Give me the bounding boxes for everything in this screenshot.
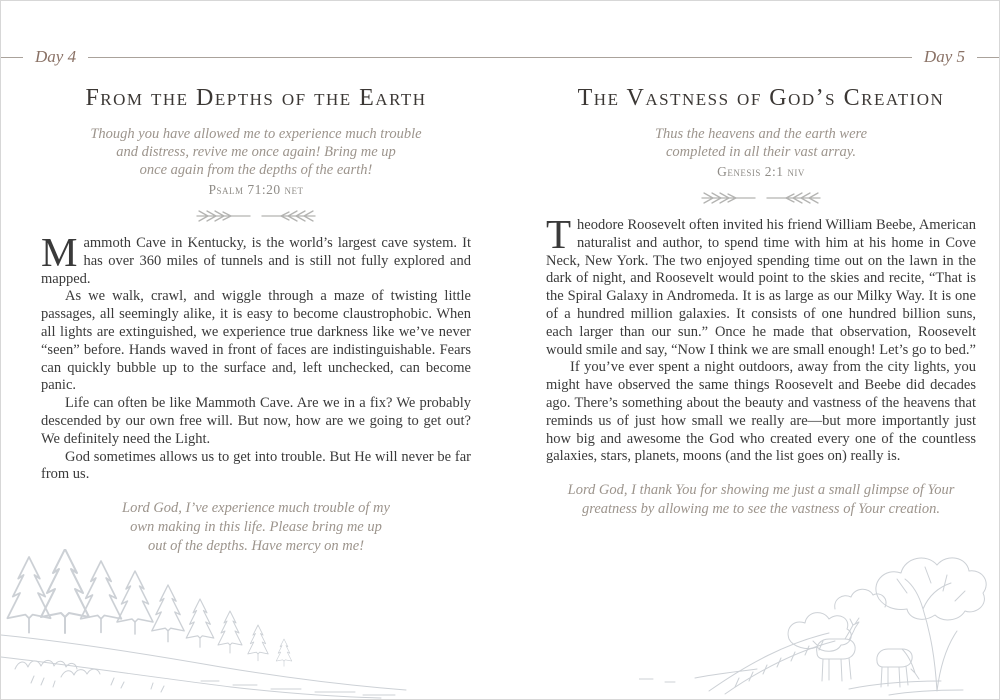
paragraph-opening	[546, 211, 976, 359]
forest-shore-sketch-illustration	[1, 549, 421, 699]
day-label-left: Day 4	[35, 47, 77, 66]
left-scripture-reference: Psalm 71:20 net	[208, 182, 304, 197]
laurel-divider-icon	[700, 190, 822, 206]
prayer-line: Lord God, I thank You for showing me just a small glimpse of Your	[567, 482, 955, 499]
header-rule-left	[1, 57, 23, 58]
prayer-line: Lord God, I’ve experience much trouble of my	[122, 500, 390, 517]
right-page-column	[546, 85, 976, 519]
deer-meadow-sketch-illustration	[639, 539, 999, 699]
scripture-line: and distress, revive me once again! Bring me up	[116, 144, 396, 160]
dropcap-letter: T	[546, 211, 572, 257]
prayer-line: greatness by allowing me to see the vastness of Your creation.	[581, 501, 941, 518]
laurel-divider-icon	[195, 208, 317, 224]
right-scripture-quote	[546, 125, 976, 161]
paragraph: Life can often be like Mammoth Cave. Are we in a fix? We probably descended by our own free will. But now, how are we going to get out? We definitely need the Light.	[41, 395, 471, 447]
paragraph-text: heodore Roosevelt often invited his friend William Beebe, American naturalist and author, to spend time with him at his home in Cove Neck, New York. The two enjoyed spending time out on the lawn in the dark of night, and Roosevelt would point to the skies and recite, “That is the Spiral Galaxy in Andromeda. It is as large as our Milky Way. It is one of a hundred million galaxies. It consists of one hundred billion suns, each larger than our sun.” Once he made that observation, Roosevelt would smile and say, “Now I think we are small enough! Let’s go to bed.”	[546, 217, 976, 358]
left-page-title: From the Depths of the Earth	[85, 85, 427, 111]
left-prayer	[41, 499, 471, 556]
scripture-line: Thus the heavens and the earth were	[654, 126, 868, 142]
right-body-text	[546, 211, 976, 466]
prayer-line: own making in this life. Please bring me up	[130, 519, 382, 536]
header-rule-center	[88, 57, 912, 58]
scripture-line: Though you have allowed me to experience much trouble	[90, 126, 422, 142]
paragraph-opening	[41, 229, 471, 288]
paragraph: If you’ve ever spent a night outdoors, away from the city lights, you might have observed the same things Roosevelt and Beebe did decades ago. There’s something about the beauty and vastness of the heavens that reminds us of just how small we really are—but more importantly just how big and awesome the God who created every one of the countless galaxies, stars, planets, moons (and the list goes on) really is.	[546, 359, 976, 465]
scripture-line: once again from the depths of the earth!	[139, 162, 373, 178]
day-label-right: Day 5	[923, 47, 965, 66]
right-prayer	[546, 481, 976, 519]
prayer-line: out of the depths. Have mercy on me!	[147, 538, 365, 555]
left-body-text	[41, 229, 471, 484]
paragraph: As we walk, crawl, and wiggle through a maze of twisting little passages, all seemingly alike, it is easy to become claustrophobic. When all lights are extinguished, we experience true darkness like we’ve never “seen” before. Hands waved in front of faces are indistinguishable. Fears can quickly bubble up to the surface and, left unchecked, can become panic.	[41, 288, 471, 394]
paragraph-text: ammoth Cave in Kentucky, is the world’s largest cave system. It has over 360 miles of tunnels and is still not fully explored and mapped.	[41, 235, 471, 287]
right-page-title: The Vastness of God’s Creation	[577, 85, 945, 111]
scripture-line: completed in all their vast array.	[665, 144, 857, 160]
header-rule-right	[977, 57, 999, 58]
left-page-column	[41, 85, 471, 556]
right-scripture-reference: Genesis 2:1 niv	[717, 164, 805, 179]
dropcap-letter: M	[41, 229, 78, 275]
running-head	[1, 47, 999, 67]
paragraph: God sometimes allows us to get into trouble. But He will never be far from us.	[41, 448, 471, 483]
left-scripture-quote	[41, 125, 471, 179]
